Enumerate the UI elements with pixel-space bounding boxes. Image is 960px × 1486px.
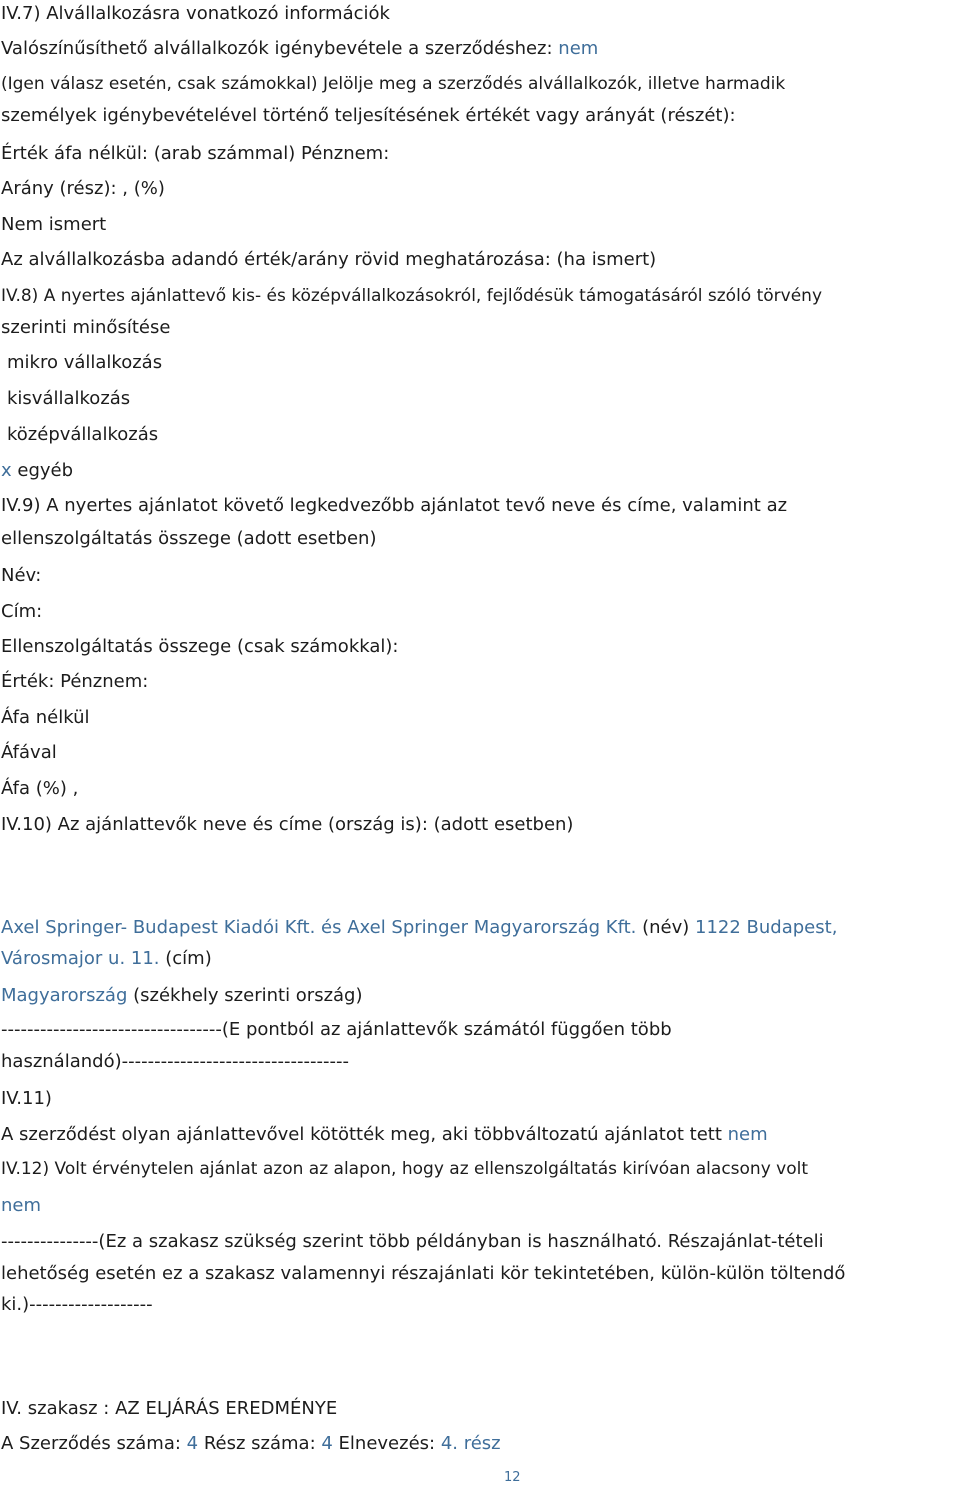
- subcontractor-likely-label: Valószínűsíthető alvállalkozók igénybevétele a szerződéshez:: [1, 38, 559, 59]
- section-iv9-title-line-2: ellenszolgáltatás összege (adott esetben): [1, 528, 377, 549]
- part-number-label: Rész száma:: [198, 1433, 322, 1454]
- section-iv12-text: IV.12) Volt érvénytelen ajánlat azon az alapon, hogy az ellenszolgáltatás kirívóan alacsony volt: [1, 1159, 809, 1179]
- vat-percent-label: Áfa (%) ,: [1, 778, 79, 799]
- ratio-line: Arány (rész): , (%): [1, 178, 165, 199]
- variant-bid-value: nem: [727, 1124, 768, 1145]
- section-iv8-title-line-2: szerinti minősítése: [1, 317, 171, 338]
- note-line-1: ---------------(Ez a szakasz szükség szerint több példányban is használható. Részajánlat-tételi: [1, 1231, 824, 1252]
- separator-line-2: használandó)-----------------------------------: [1, 1051, 349, 1072]
- bidder-address-line: [1, 948, 212, 970]
- separator-line-1: ----------------------------------(E pontból az ajánlattevők számától függően több: [1, 1019, 672, 1040]
- subcontractor-likely-value: nem: [558, 38, 599, 59]
- option-other-mark: x: [1, 460, 12, 481]
- bidder-address-tag: (cím): [159, 948, 212, 969]
- value-without-vat-line: Érték áfa nélkül: (arab számmal) Pénznem:: [1, 143, 390, 164]
- option-micro: mikro vállalkozás: [7, 352, 163, 373]
- subcontractor-likely-line: [1, 38, 598, 60]
- bidder-street: 1122 Budapest,: [695, 917, 838, 938]
- part-name-label: Elnevezés:: [332, 1433, 441, 1454]
- bidder-country-line: [1, 985, 363, 1007]
- bidder-city: Városmajor u. 11.: [1, 948, 160, 969]
- subcontract-brief-line: Az alvállalkozásba adandó érték/arány rövid meghatározása: (ha ismert): [1, 249, 657, 270]
- option-other: [1, 460, 73, 482]
- section-iv11-title: IV.11): [1, 1088, 52, 1109]
- without-vat-label: Áfa nélkül: [1, 707, 90, 728]
- contract-line: [1, 1433, 501, 1455]
- contract-number-label: A Szerződés száma:: [1, 1433, 187, 1454]
- with-vat-label: Áfával: [1, 742, 57, 763]
- bidder-country-tag: (székhely szerinti ország): [127, 985, 363, 1006]
- variant-bid-line: [1, 1124, 768, 1146]
- contract-number: 4: [186, 1433, 199, 1454]
- note-line-2: lehetőség esetén ez a szakasz valamennyi részajánlati kör tekintetében, külön-külön töltendő: [1, 1263, 846, 1284]
- subcontract-question-line-1: (Igen válasz esetén, csak számokkal) Jelölje meg a szerződés alvállalkozók, illetve harmadik: [1, 74, 786, 94]
- part-number: 4: [321, 1433, 333, 1454]
- note-line-3: ki.)-------------------: [1, 1294, 153, 1315]
- section-iv7-title: IV.7) Alvállalkozásra vonatkozó információk: [1, 3, 390, 24]
- not-known-line: Nem ismert: [1, 214, 107, 235]
- part-name: 4. rész: [440, 1433, 501, 1454]
- section-iv9-title-line-1: IV.9) A nyertes ajánlatot követő legkedvezőbb ajánlatot tevő neve és címe, valamint az: [1, 495, 788, 516]
- address-label: Cím:: [1, 601, 43, 622]
- value-currency-label: Érték: Pénznem:: [1, 671, 149, 692]
- section-iv8-title-line-1: IV.8) A nyertes ajánlattevő kis- és középvállalkozásokról, fejlődésük támogatásáról szóló törvény: [1, 286, 823, 306]
- bidder-name-tag: (név): [636, 917, 696, 938]
- result-section-title: IV. szakasz : AZ ELJÁRÁS EREDMÉNYE: [1, 1398, 338, 1419]
- variant-bid-label: A szerződést olyan ajánlattevővel kötötték meg, aki többváltozatú ajánlatot tett: [1, 1124, 728, 1145]
- section-iv10-title: IV.10) Az ajánlattevők neve és címe (ország is): (adott esetben): [1, 814, 574, 835]
- bidder-name-line: [1, 917, 837, 939]
- bidder-country: Magyarország: [1, 985, 128, 1006]
- page-number: 12: [504, 1470, 521, 1485]
- section-iv12-value: nem: [1, 1195, 42, 1216]
- amount-label: Ellenszolgáltatás összege (csak számokkal):: [1, 636, 399, 657]
- subcontract-question-line-2: személyek igénybevételével történő teljesítésének értékét vagy arányát (részét):: [1, 105, 736, 126]
- option-other-label: egyéb: [11, 460, 74, 481]
- option-small: kisvállalkozás: [7, 388, 131, 409]
- bidder-company: Axel Springer- Budapest Kiadói Kft. és Axel Springer Magyarország Kft.: [1, 917, 637, 938]
- option-medium: középvállalkozás: [7, 424, 159, 445]
- name-label: Név:: [1, 565, 42, 586]
